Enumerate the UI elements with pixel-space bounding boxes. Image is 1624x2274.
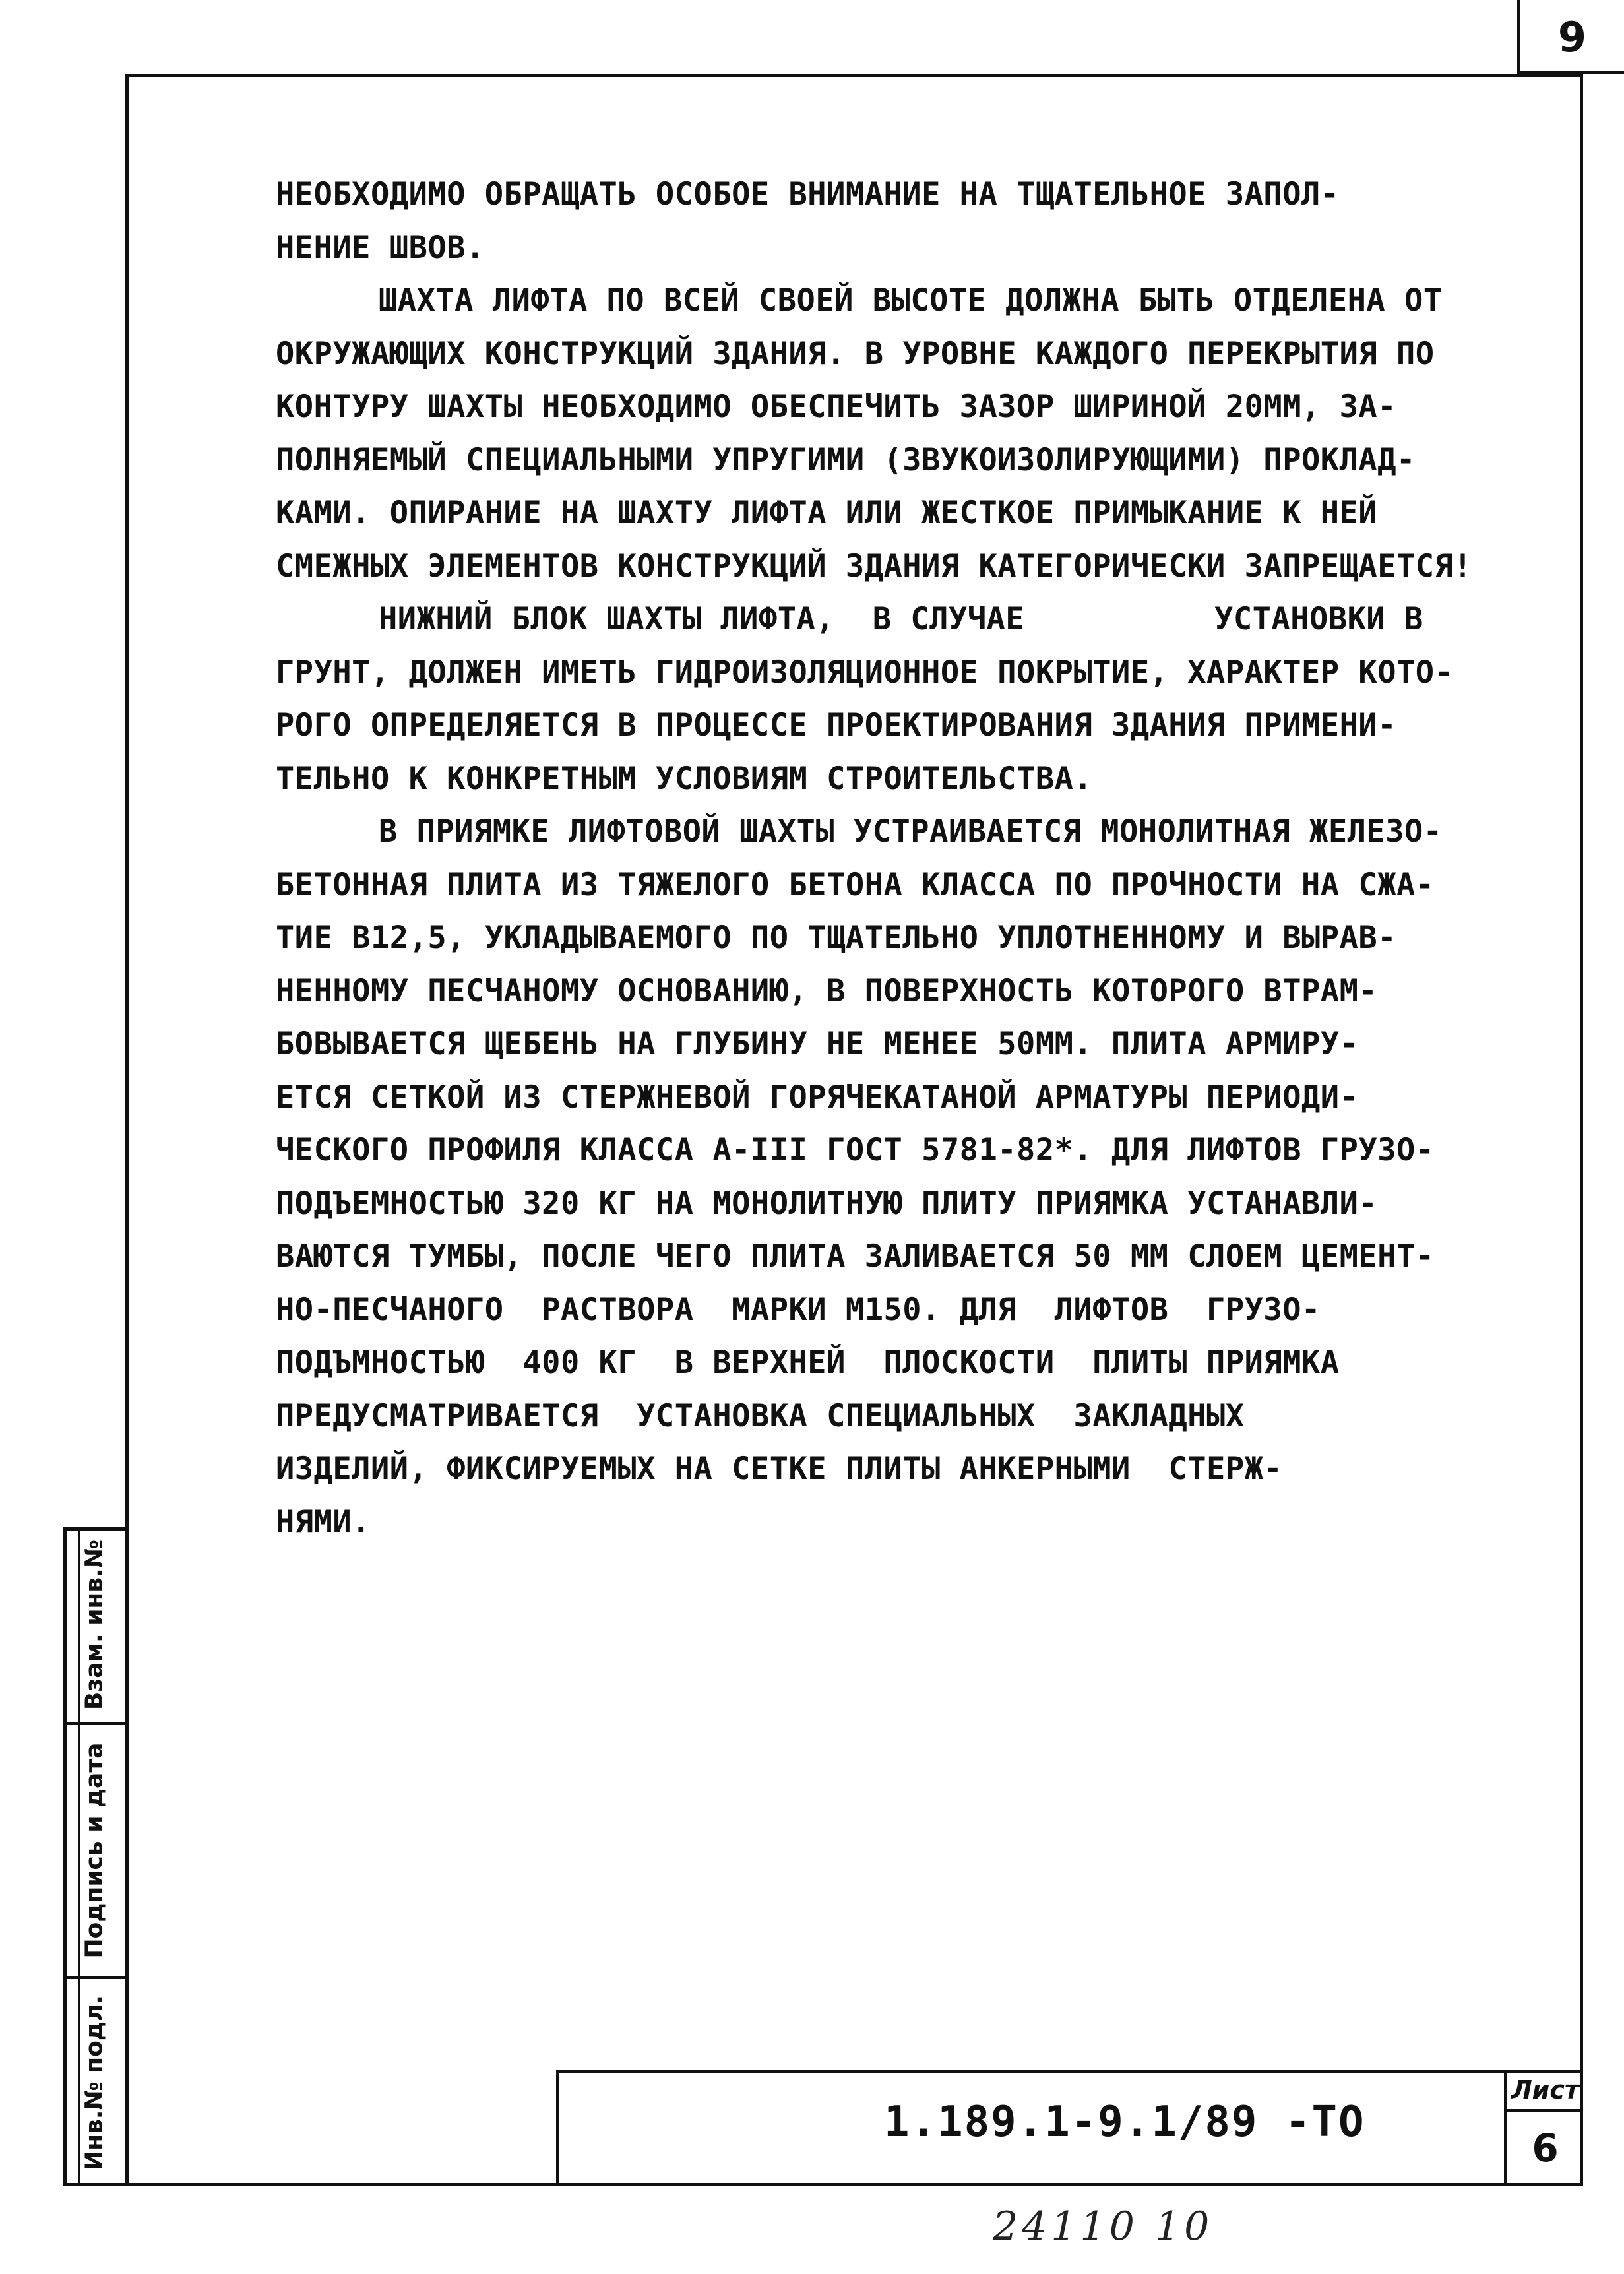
text-line: НЯМИ.	[276, 1503, 371, 1540]
text-line: ШАХТА ЛИФТА ПО ВСЕЙ СВОЕЙ ВЫСОТЕ ДОЛЖНА БЫТЬ ОТДЕЛЕНА ОТ	[379, 282, 1443, 319]
text-line: ПОДЪМНОСТЬЮ 400 КГ В ВЕРХНЕЙ ПЛОСКОСТИ ПЛИТЫ ПРИЯМКА	[276, 1344, 1340, 1381]
handwritten-note: 24110 10	[993, 2203, 1214, 2250]
text-line: ПОЛНЯЕМЫЙ СПЕЦИАЛЬНЫМИ УПРУГИМИ (ЗВУКОИЗОЛИРУЮЩИМИ) ПРОКЛАД-	[276, 441, 1416, 478]
text-line: НЕНИЕ ШВОВ.	[276, 229, 485, 266]
text-line: ГРУНТ, ДОЛЖЕН ИМЕТЬ ГИДРОИЗОЛЯЦИОННОЕ ПОКРЫТИЕ, ХАРАКТЕР КОТО-	[276, 654, 1454, 691]
text-line: НЕОБХОДИМО ОБРАЩАТЬ ОСОБОЕ ВНИМАНИЕ НА ТЩАТЕЛЬНОЕ ЗАПОЛ-	[276, 176, 1340, 212]
sheet-top-number: 9	[1517, 0, 1624, 74]
sheet-number: 6	[1532, 2126, 1559, 2170]
side-stamp-label: Подпись и дата	[80, 1742, 108, 1959]
text-line: ОКРУЖАЮЩИХ КОНСТРУКЦИЙ ЗДАНИЯ. В УРОВНЕ КАЖДОГО ПЕРЕКРЫТИЯ ПО	[276, 335, 1435, 372]
side-stamp-cell-inventory	[63, 1979, 125, 2186]
text-line: ТЕЛЬНО К КОНКРЕТНЫМ УСЛОВИЯМ СТРОИТЕЛЬСТВА.	[276, 760, 1093, 797]
text-line: ПОДЪЕМНОСТЬЮ 320 КГ НА МОНОЛИТНУЮ ПЛИТУ ПРИЯМКА УСТАНАВЛИ-	[276, 1185, 1378, 1222]
text-line: ПРЕДУСМАТРИВАЕТСЯ УСТАНОВКА СПЕЦИАЛЬНЫХ ЗАКЛАДНЫХ	[276, 1397, 1245, 1434]
text-line: НЕННОМУ ПЕСЧАНОМУ ОСНОВАНИЮ, В ПОВЕРХНОСТЬ КОТОРОГО ВТРАМ-	[276, 972, 1378, 1009]
text-line: ИЗДЕЛИЙ, ФИКСИРУЕМЫХ НА СЕТКЕ ПЛИТЫ АНКЕРНЫМИ СТЕРЖ-	[276, 1451, 1283, 1487]
side-stamp-cell-exchange	[63, 1527, 125, 1725]
text-line: КОНТУРУ ШАХТЫ НЕОБХОДИМО ОБЕСПЕЧИТЬ ЗАЗОР ШИРИНОЙ 20ММ, ЗА-	[276, 389, 1396, 425]
text-line: ЧЕСКОГО ПРОФИЛЯ КЛАССА А-III ГОСТ 5781-82*. ДЛЯ ЛИФТОВ ГРУЗО-	[276, 1132, 1435, 1168]
text-line: ТИЕ В12,5, УКЛАДЫВАЕМОГО ПО ТЩАТЕЛЬНО УПЛОТНЕННОМУ И ВЫРАВ-	[276, 920, 1396, 956]
sheet-number-box	[1504, 2070, 1583, 2186]
body-text	[276, 168, 1555, 1549]
side-stamp-cell-signature	[63, 1725, 125, 1979]
text-line: СМЕЖНЫХ ЭЛЕМЕНТОВ КОНСТРУКЦИЙ ЗДАНИЯ КАТЕГОРИЧЕСКИ ЗАПРЕЩАЕТСЯ!	[276, 548, 1473, 584]
side-stamp-label: Инв.№ подл.	[80, 1994, 108, 2171]
text-line: НИЖНИЙ БЛОК ШАХТЫ ЛИФТА, В СЛУЧАЕ УСТАНОВКИ В	[379, 601, 1423, 637]
text-line: ВАЮТСЯ ТУМБЫ, ПОСЛЕ ЧЕГО ПЛИТА ЗАЛИВАЕТСЯ 50 ММ СЛОЕМ ЦЕМЕНТ-	[276, 1238, 1435, 1275]
document-code: 1.189.1-9.1/89 -ТО	[884, 2098, 1365, 2147]
sheet-label: Лист	[1507, 2070, 1583, 2112]
side-stamp-label: Взам. инв.№	[80, 1539, 108, 1710]
text-line: ЕТСЯ СЕТКОЙ ИЗ СТЕРЖНЕВОЙ ГОРЯЧЕКАТАНОЙ АРМАТУРЫ ПЕРИОДИ-	[276, 1079, 1359, 1116]
text-line: БОВЫВАЕТСЯ ЩЕБЕНЬ НА ГЛУБИНУ НЕ МЕНЕЕ 50ММ. ПЛИТА АРМИРУ-	[276, 1026, 1359, 1062]
text-line: КАМИ. ОПИРАНИЕ НА ШАХТУ ЛИФТА ИЛИ ЖЕСТКОЕ ПРИМЫКАНИЕ К НЕЙ	[276, 495, 1378, 531]
text-line: БЕТОННАЯ ПЛИТА ИЗ ТЯЖЕЛОГО БЕТОНА КЛАССА ПО ПРОЧНОСТИ НА СЖА-	[276, 866, 1435, 903]
text-line: В ПРИЯМКЕ ЛИФТОВОЙ ШАХТЫ УСТРАИВАЕТСЯ МОНОЛИТНАЯ ЖЕЛЕЗО-	[379, 813, 1443, 850]
text-line: НО-ПЕСЧАНОГО РАСТВОРА МАРКИ М150. ДЛЯ ЛИФТОВ ГРУЗО-	[276, 1291, 1321, 1328]
text-line: РОГО ОПРЕДЕЛЯЕТСЯ В ПРОЦЕССЕ ПРОЕКТИРОВАНИЯ ЗДАНИЯ ПРИМЕНИ-	[276, 707, 1396, 743]
